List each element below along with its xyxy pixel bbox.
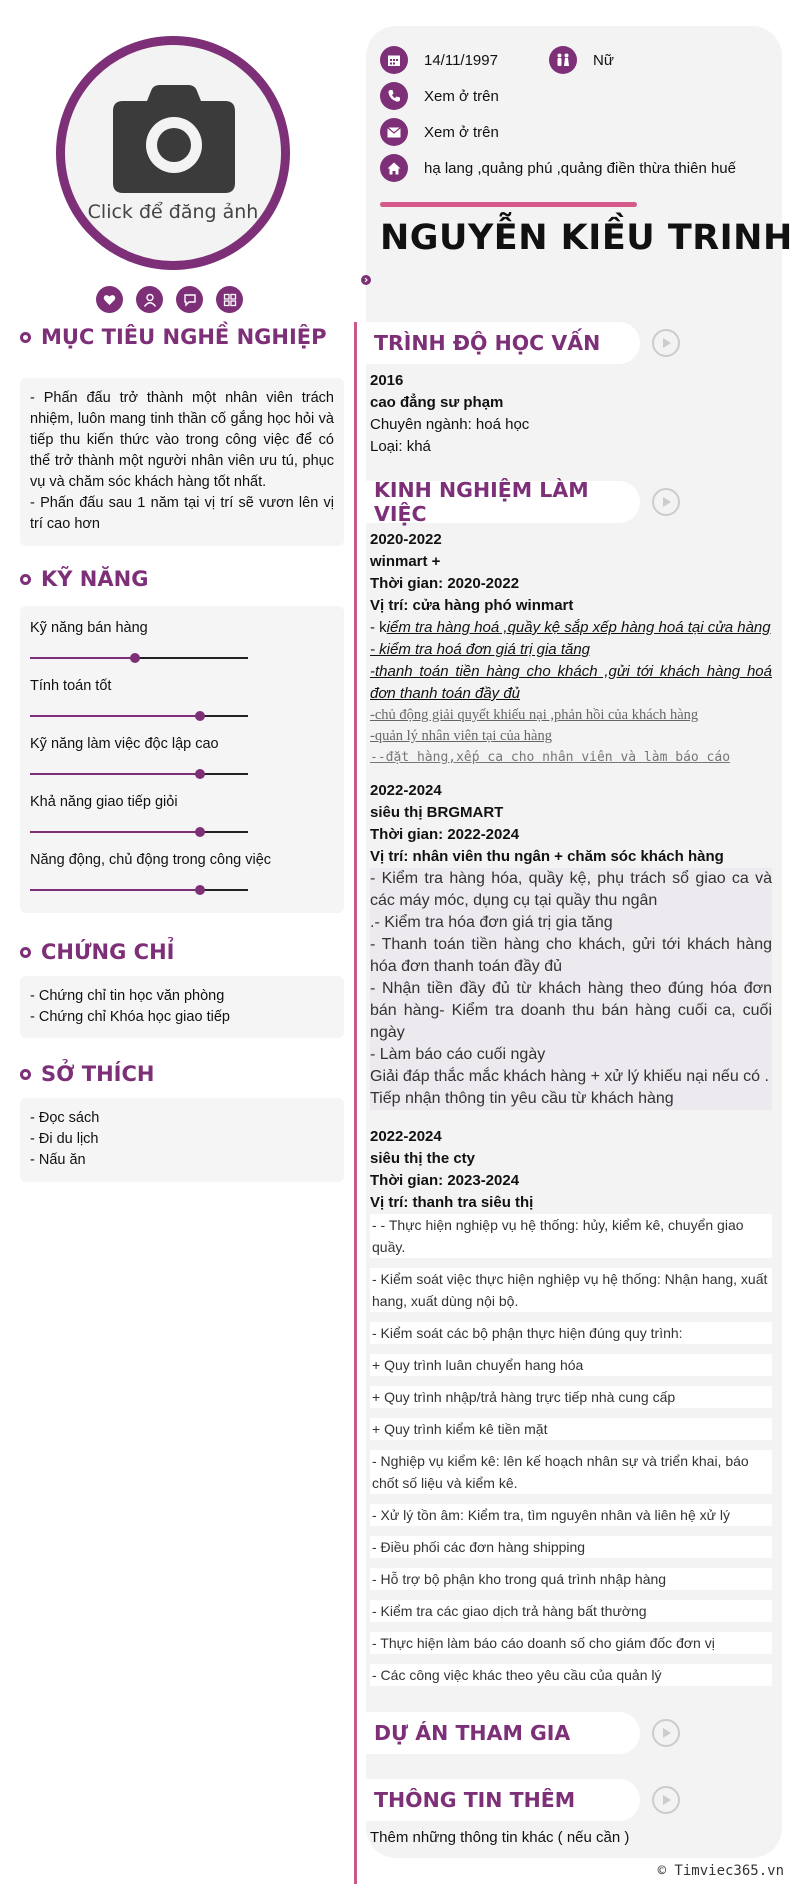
play-icon[interactable] (652, 329, 680, 357)
job-duty: - Nghiệp vụ kiểm kê: lên kế hoạch nhân sự và triển khai, báo chốt số liệu và kiểm kê. (370, 1450, 772, 1494)
job-duty: -quản lý nhân viên tại của hàng (370, 728, 552, 744)
skill-slider[interactable] (30, 773, 248, 775)
skill-slider[interactable] (30, 831, 248, 833)
play-icon[interactable] (652, 1786, 680, 1814)
certificate-item: - Chứng chỉ tin học văn phòng (30, 988, 225, 1004)
certificates-box[interactable] (20, 976, 344, 1038)
job-duty: - Các công việc khác theo yêu cầu của quản lý (370, 1664, 772, 1686)
skill-knob[interactable] (195, 769, 205, 779)
user-icon[interactable] (136, 286, 163, 313)
job-duty: - Kiểm soát các bộ phận thực hiện đúng quy trình: (370, 1322, 772, 1344)
job-time: Thời gian: 2020-2022 (370, 575, 520, 592)
job-position: Vị trí: nhân viên thu ngân + chăm sóc khách hàng (370, 848, 724, 865)
objective-heading: MỤC TIÊU NGHỀ NGHIỆP (20, 325, 327, 349)
skill-item: Kỹ năng làm việc độc lập cao (30, 734, 334, 792)
job-duty: - - Thực hiện nghiệp vụ hệ thống: hủy, kiểm kê, chuyển giao quầy. (370, 1214, 772, 1258)
calendar-icon (380, 46, 408, 74)
education-school: cao đẳng sư phạm (370, 394, 504, 411)
bullet-icon (20, 1069, 31, 1080)
skill-item: Năng động, chủ động trong công việc (30, 850, 334, 908)
birthday-row[interactable] (380, 46, 498, 74)
timeline-divider (354, 322, 357, 1884)
social-links (96, 286, 243, 313)
job-duty: + Quy trình kiểm kê tiền mặt (370, 1418, 772, 1440)
job-duty-list (370, 1214, 772, 1686)
skill-item: Tính toán tốt (30, 676, 334, 734)
job-duty: - kiểm tra hoá đơn giá trị gia tăng (370, 641, 591, 658)
email-icon (380, 118, 408, 146)
job-time: Thời gian: 2022-2024 (370, 826, 520, 843)
job-duty: - Điều phối các đơn hàng shipping (370, 1536, 772, 1558)
hobbies-box[interactable] (20, 1098, 344, 1182)
job-company: siêu thị BRGMART (370, 804, 504, 821)
phone-icon (380, 82, 408, 110)
candidate-name[interactable]: NGUYỄN KIỀU TRINH (380, 218, 793, 258)
job-period: 2022-2024 (370, 1128, 442, 1145)
education-section[interactable] (370, 370, 772, 458)
objective-text-1: - Phấn đấu trở thành một nhân viên trách nhiệm, luôn mang tinh thần cố gắng học hỏi và tiếp thu kiến thức vào trong công việc để có thể trở thành một người nhân viên ưu tú, phục vụ và chăm sóc khách hàng tốt nhất. (30, 390, 334, 490)
heart-icon[interactable] (96, 286, 123, 313)
experience-job-3[interactable] (370, 1126, 772, 1686)
chat-icon[interactable] (176, 286, 203, 313)
email-row[interactable] (380, 118, 499, 146)
certificate-item: - Chứng chỉ Khóa học giao tiếp (30, 1009, 230, 1025)
job-duty: -chủ động giải quyết khiếu nại ,phản hồi của khách hàng (370, 707, 699, 723)
home-icon (380, 154, 408, 182)
bullet-icon (20, 947, 31, 958)
gender-row[interactable] (549, 46, 614, 74)
more-info-text[interactable]: Thêm những thông tin khác ( nếu cần ) (370, 1829, 630, 1846)
skill-knob[interactable] (130, 653, 140, 663)
job-time: Thời gian: 2023-2024 (370, 1172, 520, 1189)
certificates-heading: CHỨNG CHỈ (20, 940, 174, 964)
job-duty: - Làm báo cáo cuối ngày (370, 1044, 772, 1066)
job-duty: - Thanh toán tiền hàng cho khách, gửi tới khách hàng hóa đơn thanh toán đầy đủ (370, 934, 772, 978)
gender-icon (549, 46, 577, 74)
skills-box[interactable] (20, 606, 344, 913)
bullet-icon (20, 332, 31, 343)
job-period: 2020-2022 (370, 531, 442, 548)
chevron-right-icon[interactable] (361, 275, 371, 285)
projects-heading[interactable]: DỰ ÁN THAM GIA (366, 1712, 640, 1754)
hobby-item: - Đọc sách (30, 1110, 100, 1126)
hobby-item: - Nấu ăn (30, 1152, 86, 1168)
job-duty: Giải đáp thắc mắc khách hàng + xử lý khiếu nại nếu có . (370, 1066, 772, 1088)
email-value: Xem ở trên (424, 123, 499, 141)
job-duty: - Kiểm tra hàng hóa, quầy kệ, phụ trách sổ giao ca và các máy móc, dụng cụ tại quầy thu ngân (370, 868, 772, 912)
skill-knob[interactable] (195, 711, 205, 721)
watermark: © Timviec365.vn (657, 1863, 784, 1879)
education-year: 2016 (370, 372, 404, 389)
job-position: Vị trí: cửa hàng phó winmart (370, 597, 574, 614)
experience-job-2[interactable] (370, 780, 772, 1110)
camera-icon (113, 85, 235, 193)
skill-item: Kỹ năng bán hàng (30, 618, 334, 676)
job-duty: -thanh toán tiền hàng cho khách ,gửi tới khách hàng hoá đơn thanh toán đầy đủ (370, 663, 772, 702)
phone-value: Xem ở trên (424, 87, 499, 105)
job-duty: - Nhận tiền đầy đủ từ khách hàng theo đúng hóa đơn bán hàng- Kiểm tra doanh thu bán hàng cuối ca, cuối ngày (370, 978, 772, 1044)
skill-slider[interactable] (30, 889, 248, 891)
job-period: 2022-2024 (370, 782, 442, 799)
education-major: Chuyên ngành: hoá học (370, 416, 530, 433)
education-grade: Loại: khá (370, 438, 431, 455)
birthday-value: 14/11/1997 (424, 51, 498, 69)
experience-job-1[interactable] (370, 529, 782, 769)
job-duty: - Xử lý tồn âm: Kiểm tra, tìm nguyên nhân và liên hệ xử lý (370, 1504, 772, 1526)
gender-value: Nữ (593, 51, 614, 69)
job-duty: - Kiểm soát việc thực hiện nghiệp vụ hệ thống: Nhận hang, xuất hang, xuất dùng nội bộ. (370, 1268, 772, 1312)
bullet-icon (20, 574, 31, 585)
job-company: siêu thị the cty (370, 1150, 476, 1167)
job-position: Vị trí: thanh tra siêu thị (370, 1194, 534, 1211)
skill-slider[interactable] (30, 715, 248, 717)
education-heading[interactable]: TRÌNH ĐỘ HỌC VẤN (366, 322, 640, 364)
job-duty: + Quy trình nhập/trả hàng trực tiếp nhà cung cấp (370, 1386, 772, 1408)
play-icon[interactable] (652, 488, 680, 516)
job-duty: .- Kiểm tra hóa đơn giá trị gia tăng (370, 912, 772, 934)
skill-slider[interactable] (30, 657, 248, 659)
hobbies-heading: SỞ THÍCH (20, 1062, 154, 1086)
skill-item: Khả năng giao tiếp giỏi (30, 792, 334, 850)
play-icon[interactable] (652, 1719, 680, 1747)
grid-icon[interactable] (216, 286, 243, 313)
objective-box[interactable] (20, 378, 344, 546)
address-row[interactable] (380, 154, 736, 182)
job-duty: - kiểm tra hàng hoá ,quầy kệ sắp xếp hàng hoá tại cửa hàng (370, 619, 771, 636)
phone-row[interactable] (380, 82, 499, 110)
avatar-caption: Click để đăng ảnh (87, 201, 259, 223)
job-duty: - Thực hiện làm báo cáo doanh số cho giám đốc đơn vị (370, 1632, 772, 1654)
address-value: hạ lang ,quảng phú ,quảng điền thừa thiên huế (424, 159, 736, 177)
objective-text-2: - Phấn đấu sau 1 năm tại vị trí sẽ vươn lên vị trí cao hơn (30, 495, 334, 532)
job-duty: - Kiểm tra các giao dịch trả hàng bất thường (370, 1600, 772, 1622)
skills-heading: KỸ NĂNG (20, 567, 148, 591)
experience-heading[interactable]: KINH NGHIỆM LÀM VIỆC (366, 481, 640, 523)
avatar-upload[interactable] (56, 36, 290, 270)
job-duty: - Hỗ trợ bộ phận kho trong quá trình nhập hàng (370, 1568, 772, 1590)
job-duty: --đặt hàng,xếp ca cho nhân viên và làm báo cáo (370, 750, 731, 765)
more-info-heading[interactable]: THÔNG TIN THÊM (366, 1779, 640, 1821)
skill-knob[interactable] (195, 827, 205, 837)
name-accent-bar (380, 202, 637, 207)
job-company: winmart + (370, 553, 441, 570)
hobby-item: - Đi du lịch (30, 1131, 99, 1147)
job-duty: Tiếp nhận thông tin yêu cầu từ khách hàng (370, 1088, 772, 1110)
skill-knob[interactable] (195, 885, 205, 895)
job-duty: + Quy trình luân chuyển hang hóa (370, 1354, 772, 1376)
